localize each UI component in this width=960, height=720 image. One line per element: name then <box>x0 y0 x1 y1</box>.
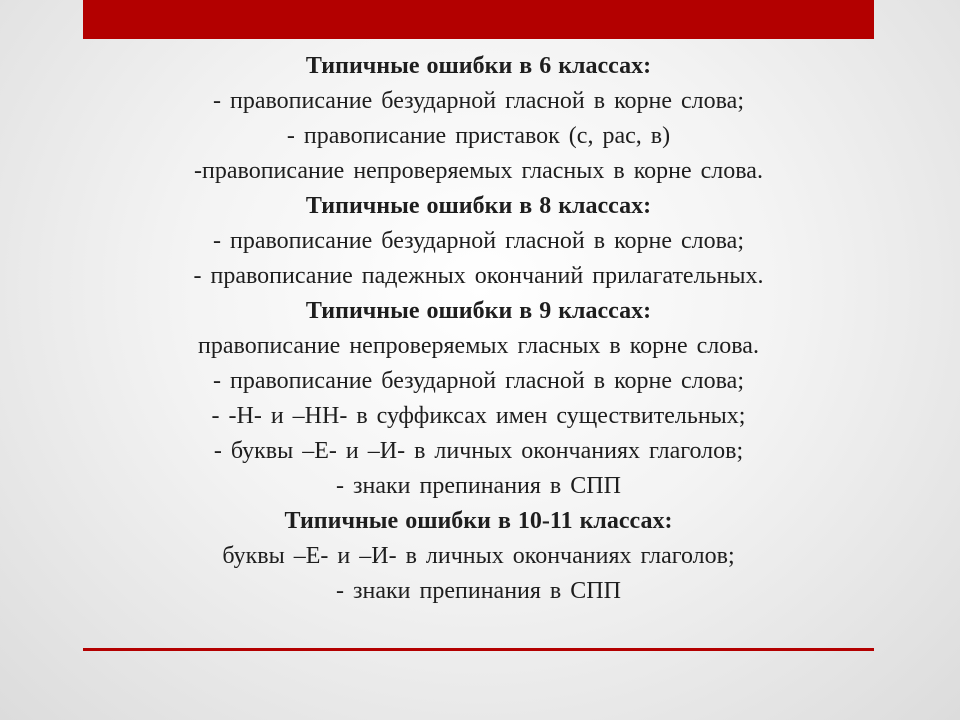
line-heading-grade-10-11: Типичные ошибки в 10-11 классах: <box>284 508 673 534</box>
line-item: - правописание безударной гласной в корне слова; <box>213 88 744 114</box>
top-accent-bar <box>83 0 874 39</box>
line-item: -правописание непроверяемых гласных в корне слова. <box>194 158 763 184</box>
line-heading-grade-8: Типичные ошибки в 8 классах: <box>305 193 652 219</box>
line-item: буквы –Е- и –И- в личных окончаниях глаголов; <box>222 543 735 569</box>
line-item: - буквы –Е- и –И- в личных окончаниях глаголов; <box>213 438 744 464</box>
line-item: - правописание приставок (с, рас, в) <box>286 123 671 149</box>
slide-body <box>83 49 874 609</box>
line-heading-grade-6: Типичные ошибки в 6 классах: <box>305 53 652 79</box>
line-heading-grade-9: Типичные ошибки в 9 классах: <box>305 298 652 324</box>
bottom-accent-rule <box>83 648 874 651</box>
line-item: - правописание безударной гласной в корне слова; <box>213 368 744 394</box>
line-item: - знаки препинания в СПП <box>336 473 621 499</box>
line-item: - правописание падежных окончаний прилагательных. <box>193 263 764 289</box>
line-item: - правописание безударной гласной в корне слова; <box>213 228 744 254</box>
line-item: правописание непроверяемых гласных в корне слова. <box>198 333 759 359</box>
line-item: - -Н- и –НН- в суффиксах имен существительных; <box>211 403 746 429</box>
line-item: - знаки препинания в СПП <box>336 578 621 604</box>
